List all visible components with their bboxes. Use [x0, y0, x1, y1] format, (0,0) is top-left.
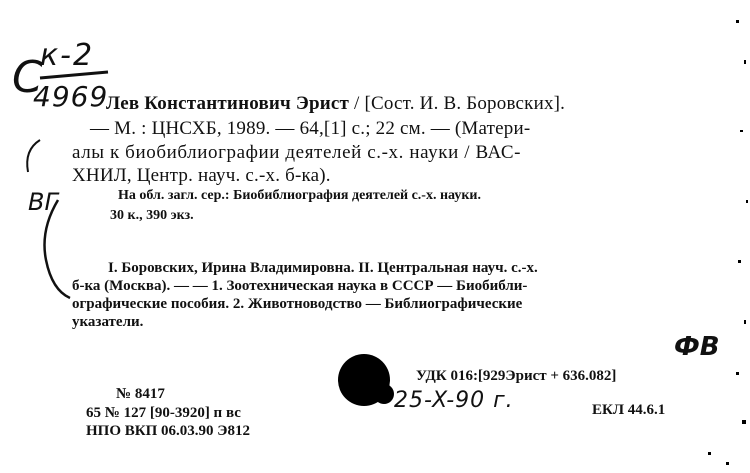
ink-blot-small	[374, 384, 394, 404]
edge-specks	[708, 20, 748, 465]
call-number-bottom: 4969	[33, 80, 109, 113]
handwritten-left-mark: ВГ	[28, 188, 58, 216]
udc-classification: УДК 016:[929Эрист + 636.082]	[416, 368, 617, 384]
compiler-statement: / [Сост. И. В. Боровских].	[349, 93, 566, 114]
tracing-line-2: б-ка (Москва). — — 1. Зоотехническая наука в СССР — Биобибли-	[72, 278, 528, 294]
entry-line-3: алы к биобиблиографии деятелей с.-х. науки / ВАС-	[72, 142, 522, 163]
handwritten-bracket	[45, 200, 71, 298]
price-copies: 30 к., 390 экз.	[110, 208, 194, 223]
call-number-prefix: С	[12, 52, 43, 103]
entry-line-2: — М. : ЦНСХБ, 1989. — 64,[1] с.; 22 см. — (Матери-	[90, 118, 531, 139]
author-name: Лев Константинович Эрист	[106, 93, 350, 114]
tracing-line-1: I. Боровских, Ирина Владимировна. II. Центральная науч. с.-х.	[108, 260, 538, 276]
series-note: На обл. загл. сер.: Биобиблиография деятелей с.-х. науки.	[118, 188, 481, 203]
ekl-classification: ЕКЛ 44.6.1	[592, 402, 666, 418]
handwritten-date: 25-X-90 г.	[394, 388, 514, 413]
handwritten-initials: ФВ	[674, 332, 720, 362]
call-number-divider	[40, 72, 108, 78]
print-info: 65 № 127 [90-3920] п вс	[86, 405, 241, 421]
tracing-line-3: ографические пособия. 2. Животноводство — Библиографические	[72, 296, 523, 312]
tracing-line-4: указатели.	[72, 314, 144, 330]
entry-line-4: ХНИЛ, Центр. науч. с.-х. б-ка).	[72, 165, 331, 186]
card-number: № 8417	[116, 386, 165, 402]
handwritten-stroke	[27, 140, 40, 172]
call-number-top: к-2	[40, 38, 95, 73]
publisher-info: НПО ВКП 06.03.90 Э812	[86, 423, 250, 439]
